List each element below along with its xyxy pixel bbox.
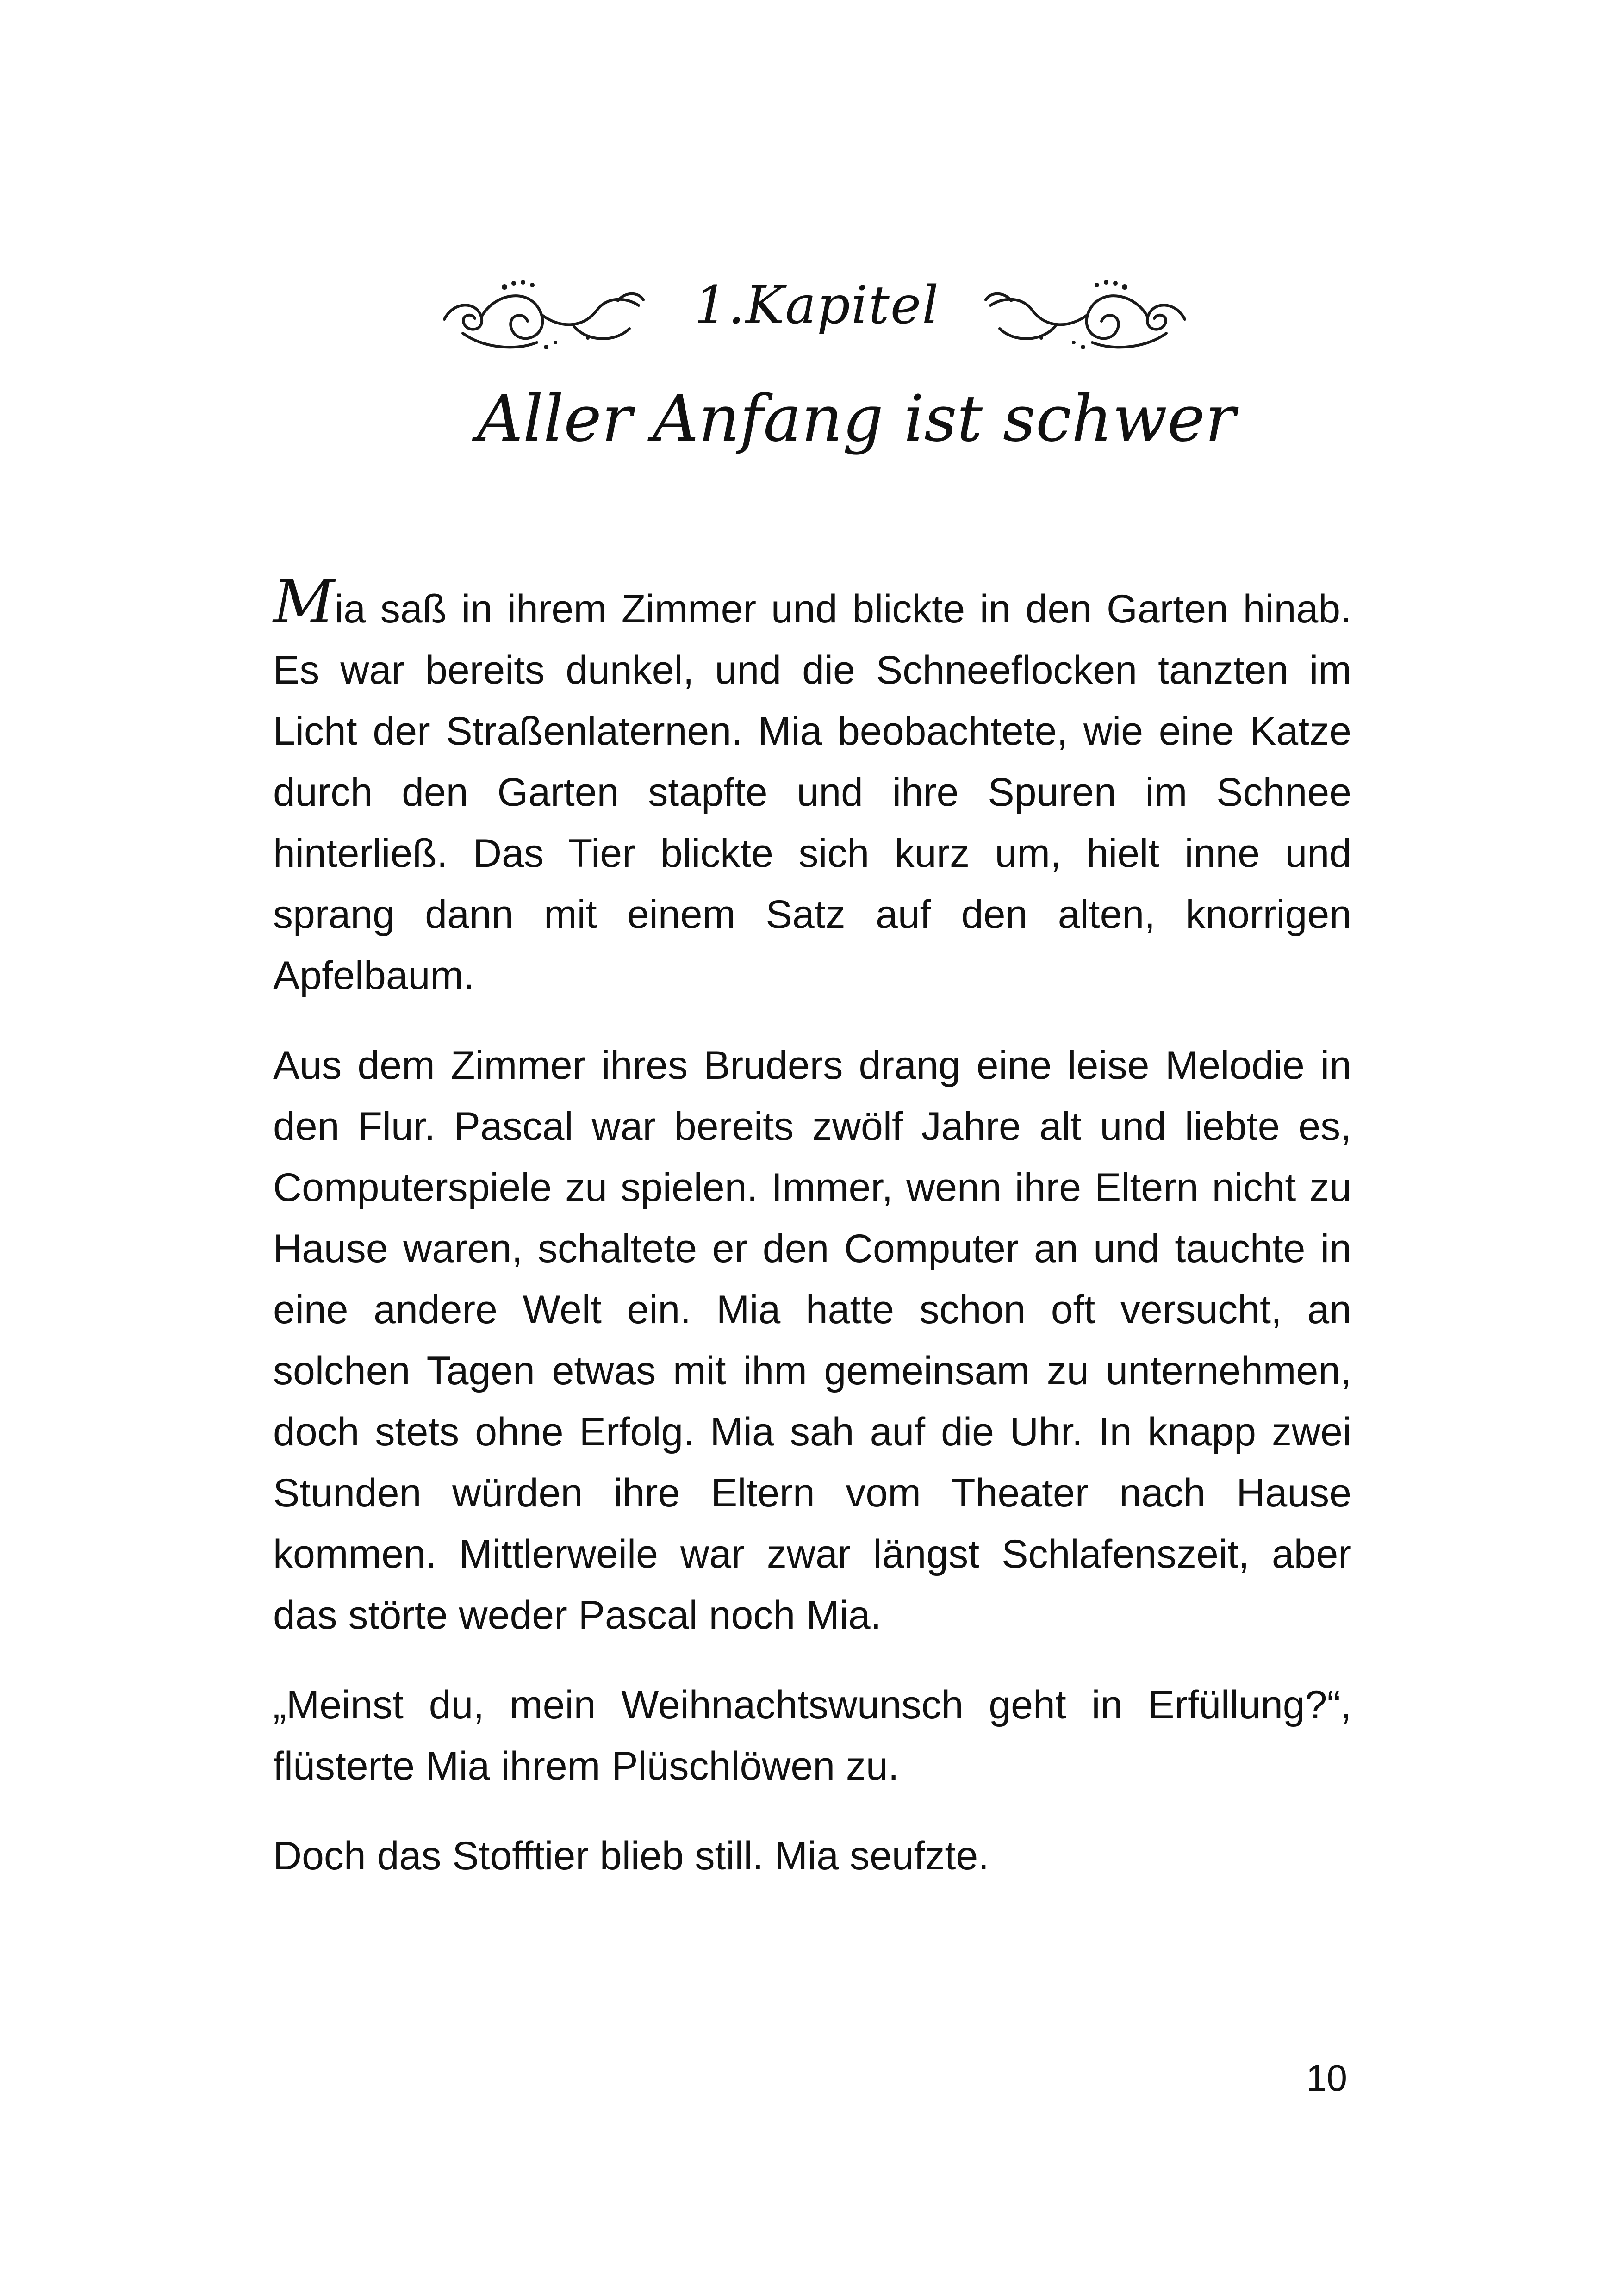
chapter-body [273, 566, 1351, 1915]
chapter-title: Aller Anfang ist schwer [477, 381, 1236, 456]
flourish-ornament-right-icon [981, 273, 1194, 361]
decorative-initial: M [273, 566, 335, 637]
chapter-number: 1.Kapitel [694, 275, 940, 336]
chapter-heading-row [435, 259, 1194, 380]
page-number: 10 [1306, 2057, 1347, 2098]
paragraph-3: „Meinst du, mein Weihnachtswunsch geht in Erfüllung?“, flüsterte Mia ihrem Plüschlöwen zu. [273, 1683, 1351, 1788]
paragraph-1-text: ia saß in ihrem Zimmer und blickte in den Garten hinab. Es war bereits dunkel, und die Schneeflocken tanzten im Licht der Straßenlaternen. Mia beobachtete, wie eine Katze durch den Garten stapfte und ihre Spuren im Schnee hinterließ. Das Tier blickte sich kurz um, hielt inne und sprang dann mit einem Satz auf den alten, knorrigen Apfelbaum. [273, 587, 1351, 998]
paragraph-2: Aus dem Zimmer ihres Bruders drang eine leise Melodie in den Flur. Pascal war bereits zwölf Jahre alt und liebte es, Computerspiele zu spielen. Immer, wenn ihre Eltern nicht zu Hause waren, schaltete er den Computer an und tauchte in eine andere Welt ein. Mia hatte schon oft versucht, an solchen Tagen etwas mit ihm gemeinsam zu unternehmen, doch stets ohne Erfolg. Mia sah auf die Uhr. In knapp zwei Stunden würden ihre Eltern vom Theater nach Hause kommen. Mittlerweile war zwar längst Schlafenszeit, aber das störte weder Pascal noch Mia. [273, 1043, 1351, 1637]
paragraph-4: Doch das Stofftier blieb still. Mia seufzte. [273, 1834, 989, 1878]
flourish-ornament-left-icon [435, 273, 648, 361]
paragraph-1 [273, 566, 1351, 1006]
